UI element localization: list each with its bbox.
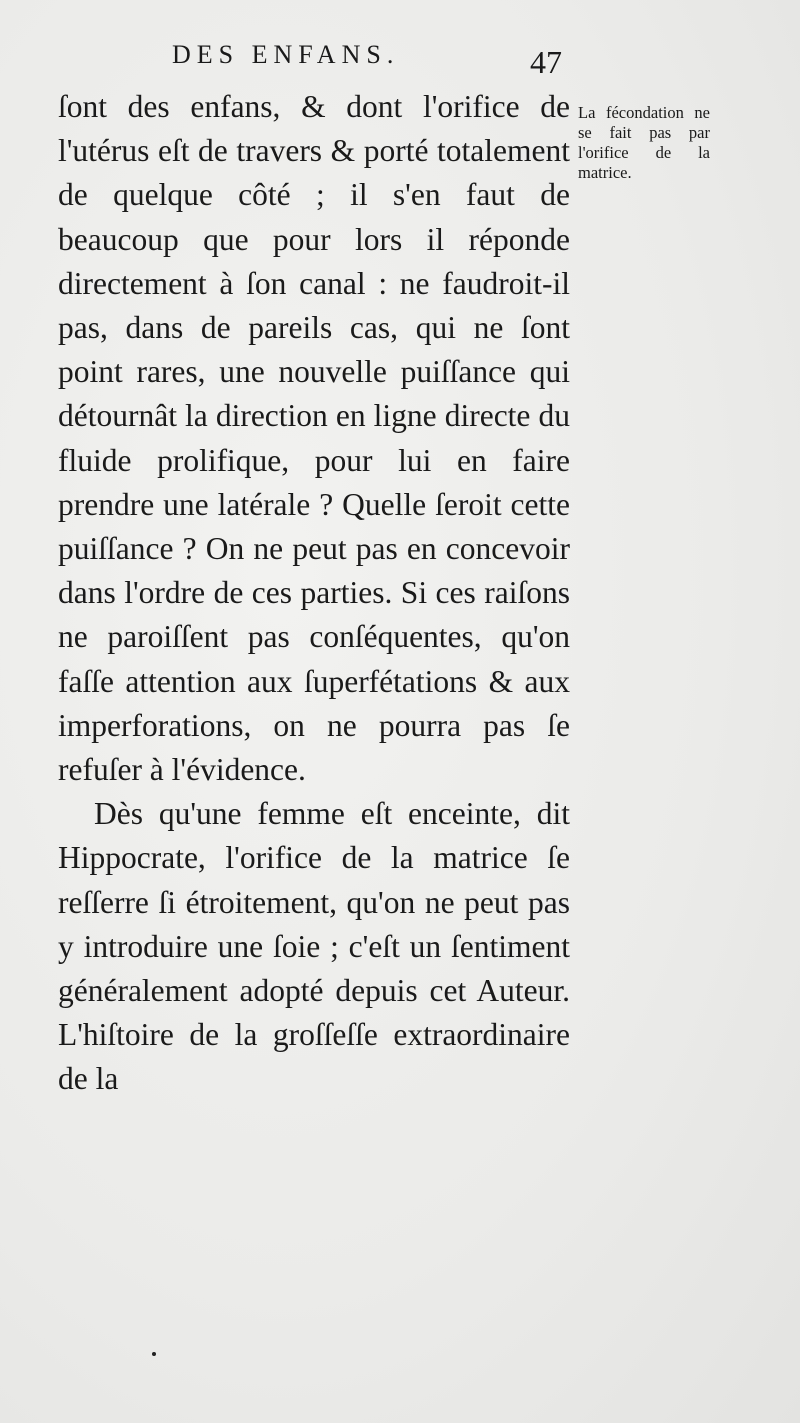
marginal-note: La fécondation ne se fait pas par l'orifice de la matrice.	[578, 103, 710, 182]
page-number: 47	[530, 44, 562, 80]
running-head: DES ENFANS.	[172, 40, 400, 69]
ink-speck	[152, 1352, 156, 1356]
main-text	[58, 85, 570, 1102]
paragraph: Dès qu'une femme eſt enceinte, dit Hippocrate, l'orifice de la matrice ſe reſſerre ſi étroitement, qu'on ne peut pas y introduire une ſoie ; c'eſt un ſentiment généralement adopté depuis cet Auteur. L'hiſtoire de la groſſeſſe extraordinaire de la	[58, 796, 570, 1097]
paragraph: ſont des enfans, & dont l'orifice de l'utérus eſt de travers & porté totalement de quelque côté ; il s'en faut de beaucoup que pour lors il réponde directement à ſon canal : ne faudroit-il pas, dans de pareils cas, qui ne ſont point rares, une nouvelle puiſſance qui détournât la direction en ligne directe du fluide prolifique, pour lui en faire prendre une latérale ? Quelle ſeroit cette puiſſance ? On ne peut pas en concevoir dans l'ordre de ces parties. Si ces raiſons ne paroiſſent pas conſéquentes, qu'on faſſe attention aux ſuperfétations & aux imperforations, on ne pourra pas ſe refuſer à l'évidence.	[58, 89, 570, 788]
